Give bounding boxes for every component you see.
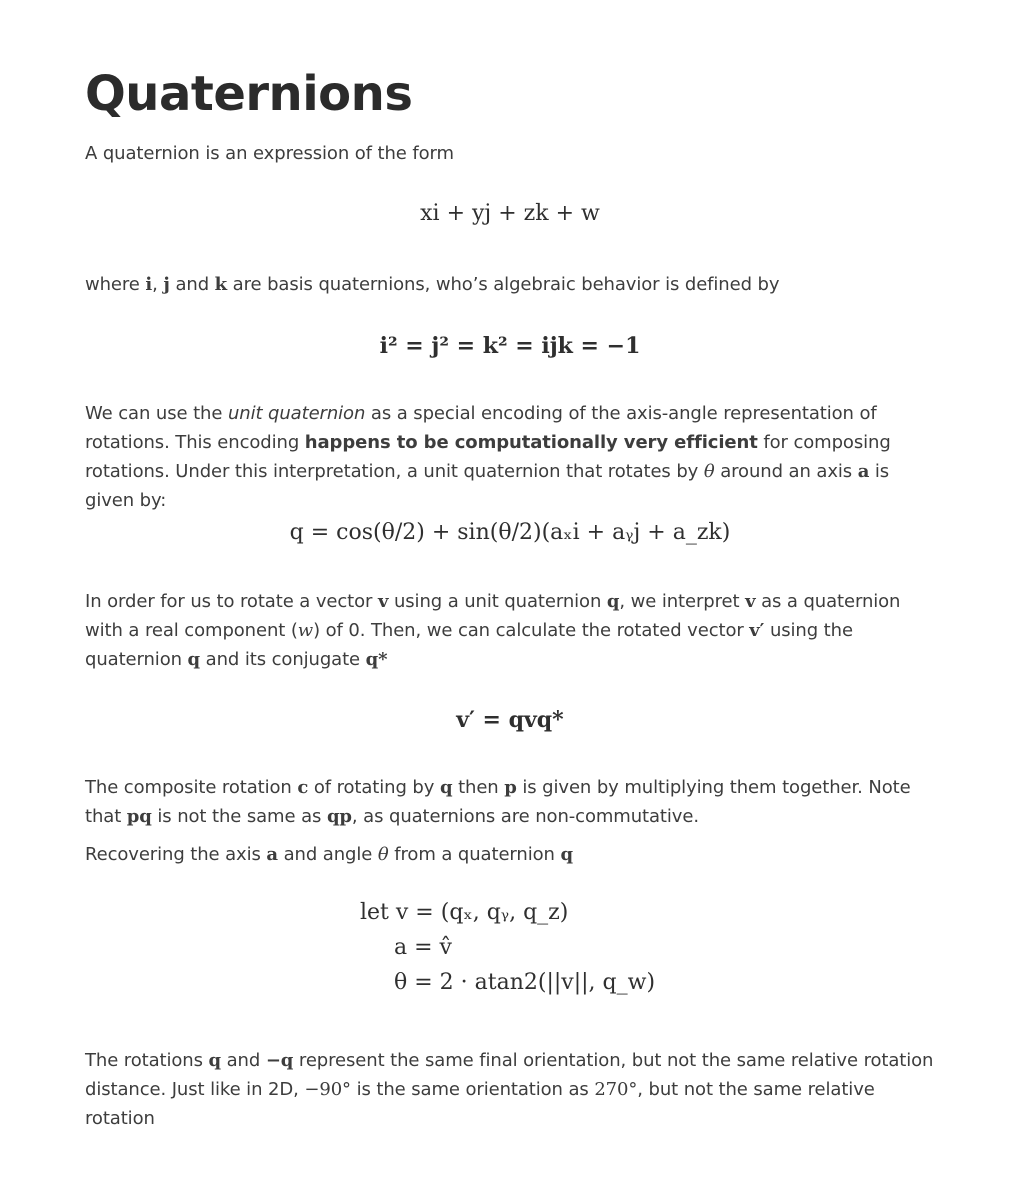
intro-paragraph: A quaternion is an expression of the form: [85, 143, 454, 164]
recover-axis-paragraph: Recovering the axis a and angle θ from a quaternion q: [85, 844, 573, 865]
equation-recover-axis-angle: [360, 900, 655, 1005]
equation-unit-quaternion: q = cos(θ/2) + sin(θ/2)(aₓi + aᵧj + a_zk): [289, 520, 731, 545]
recover-line-3: θ = 2 · atan2(||v||, q_w): [394, 970, 656, 995]
recover-line-1: let v = (qₓ, qᵧ, q_z): [360, 900, 569, 925]
equation-basis-rules: i² = j² = k² = ijk = −1: [379, 333, 641, 359]
unit-quaternion-paragraph: We can use the unit quaternion as a special encoding of the axis-angle representation of rotations. This encoding happens to be computationally very efficient for composing rotations. Under this interpretation, a unit quaternion that rotates by θ around an axis a is given by:: [85, 403, 891, 511]
equation-rotation: v′ = qvq*: [456, 707, 564, 733]
basis-paragraph: where i, j and k are basis quaternions, who’s algebraic behavior is defined by: [85, 274, 780, 295]
equation-quaternion-form: [0, 201, 1020, 226]
orientation-paragraph: The rotations q and −q represent the same final orientation, but not the same relative rotation distance. Just like in 2D, −90° is the same orientation as 270°, but not the same relative rotation: [85, 1050, 934, 1129]
rotate-vector-paragraph: In order for us to rotate a vector v using a unit quaternion q, we interpret v as a quaternion with a real component (w) of 0. Then, we can calculate the rotated vector v′ using the quaternion q and its conjugate q*: [85, 591, 901, 670]
composite-rotation-paragraph: The composite rotation c of rotating by q then p is given by multiplying them together. Note that pq is not the same as qp, as quaternions are non-commutative.: [85, 777, 911, 827]
equation-quaternion-form-text: xi + yj + zk + w: [420, 201, 600, 226]
page-title: Quaternions: [85, 66, 413, 122]
recover-line-2: a = v̂: [394, 935, 452, 960]
